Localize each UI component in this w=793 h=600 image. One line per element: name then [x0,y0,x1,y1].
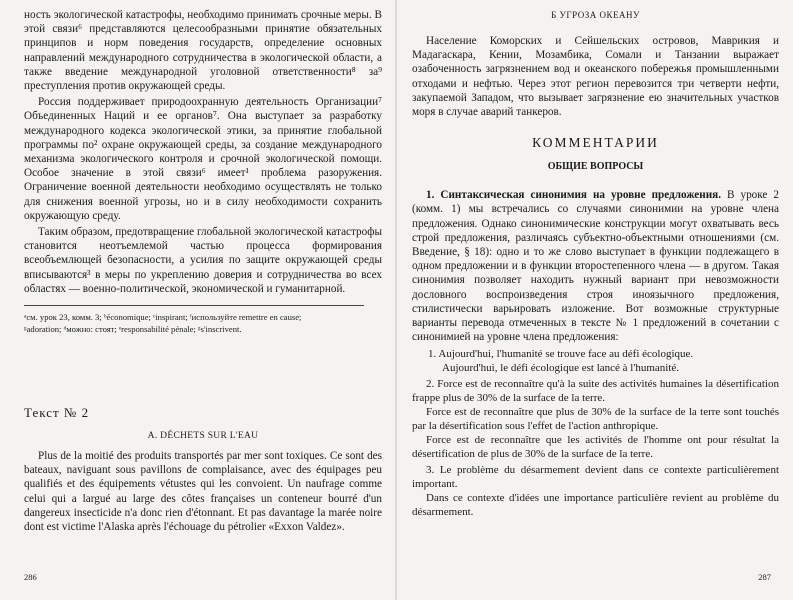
example-3a: 3. Le problème du désarmement devient dans ce contexte particulièrement important. [412,464,779,491]
french-paragraph: Plus de la moitié des produits transportés par mer sont toxiques. Ce sont des bateaux, naviguant sous pavillons de complaisance, avec des équipages peu qualifiés et des équipements vétustes qui les convoient. Un naufrage comme celui qui a largué au large des côtes françaises un conteneur bourré d'un dangereux insecticide n'a donc rien d'étonnant. Et pas davantage la marée noire dont est victime l'Alaska après l'échouage du pétrolier «Exxon Valdez». [24,450,382,534]
example-1a: 1. Aujourd'hui, l'humanité se trouve face au défi écologique. [428,348,694,361]
right-page [396,0,793,600]
section-1-body: В уроке 2 (комм. 1) мы встречались со случаями синонимии на уровне члена предложения. Однако синонимические конструкции могут охватывать весь строй предложения, различаясь субъектно-объектными отношениями (см. Введение, § 18): одно и то же слово выступает в функции подлежащего в одном предложении и в функции второстепенного члена — в другом. Такая синонимия позволяет находить нужный вариант при невозможности дословного воспроизведения строя иноязычного предложения, стилистически варьировать изложение. Вот возможные структурные варианты перевода отмеченных в тексте № 1 предложений в сочетании с синонимией на уровне члена предложения: [412,189,779,344]
comments-heading: КОММЕНТАРИИ [532,135,659,151]
example-2c: Force est de reconnaître que les activités de l'homme ont pour résultat la désertification de plus de 30% de la surface de la terre. [412,434,779,461]
running-head: Б УГРОЗА ОКЕАНУ [551,10,640,20]
page-number-right: 287 [758,572,771,582]
footnote-line-1: ᵃсм. урок 23, комм. 3; ᵇéconomique; ᶜinspirant; ᶠиспользуйте remettre en cause; [24,312,302,323]
section-1-paragraph [412,188,779,344]
paragraph-1: ность экологической катастрофы, необходимо принимать срочные меры. В этой связи⁶ представляются целесообразными принятие обязательных принципов и норм поведения государств, определение основных направлений международного сотрудничества в экологической области, а также введение международной уголовной ответственности⁸ за⁹ преступления против окружающей среды. [24,9,382,93]
paragraph-3: Таким образом, предотвращение глобальной экологической катастрофы становится неотъемлемой частью процесса формирования всеобъемлющей безопасности, а усилия по защите окружающей среды вписываются³ в меры по укреплению доверия и сотрудничества во всех областях — военно-политической, экономической и гуманитарной. [24,226,382,295]
footnote-line-2: ᵍadoration; ᵈможно: стоят; ᵉresponsabilité pénale; ᵍs'inscrivent. [24,324,242,335]
text-title: A. DÉCHETS SUR L'EAU [147,431,259,442]
left-page [0,0,396,600]
footnote-rule [24,305,364,306]
text-heading: Текст № 2 [24,405,90,421]
example-2b: Force est de reconnaître que plus de 30% de la surface de la terre sont touchés par la désertification sous l'effet de l'action anthropique. [412,406,779,433]
page-number-left: 286 [24,572,37,582]
general-questions-heading: ОБЩИЕ ВОПРОСЫ [547,161,644,173]
example-1b: Aujourd'hui, le défi écologique est lancé à l'humanité. [442,362,680,375]
example-2a: 2. Force est de reconnaître qu'à la suite des activités humaines la désertification frappe plus de 30% de la surface de la terre. [412,378,779,405]
paragraph-2: Россия поддерживает природоохранную деятельность Организации⁷ Объединенных Наций и ее органов⁷. Она выступает за разработку международного кодекса экологической этики, за принятие глобальной программы по² охране окружающей среды, за создание международного механизма экологического контроля и срочной экологической помощи. Особое значение в этой связи⁶ имеет¹ проблема разоружения. Ограничение военной деятельности необходимо осуществлять не только для снижения военной угрозы, но и в силу необходимости сохранить окружающую среду. [24,96,382,222]
intro-paragraph: Население Коморских и Сейшельских островов, Маврикия и Мадагаскара, Кении, Мозамбика, Сомали и Танзании выражает озабоченность загрязнением вод и океанского побережья промышленными отходами и нефтью. Через этот регион перевозится три четверти нефти, закупаемой Западом, что вызывает загрязнение ею значительных участков моря в случае аварий танкеров. [412,35,779,119]
example-3b: Dans ce contexte d'idées une importance particulière revient au problème du désarmement. [412,492,779,519]
section-1-lead: 1. Синтаксическая синонимия на уровне предложения. [426,189,721,202]
examples-block [412,347,779,519]
